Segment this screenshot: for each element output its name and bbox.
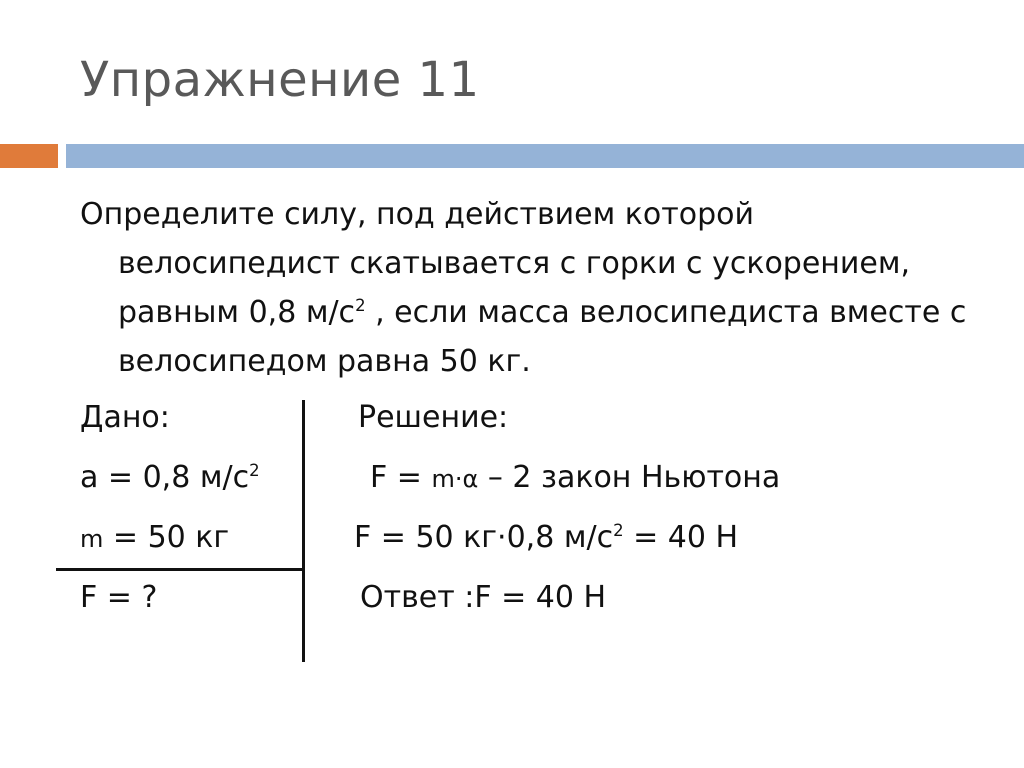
given-acceleration-text: a = 0,8 м/с bbox=[80, 460, 250, 495]
given-acceleration bbox=[80, 460, 260, 495]
divider-horizontal bbox=[56, 568, 304, 571]
given-mass bbox=[80, 520, 229, 555]
calculation bbox=[354, 520, 738, 555]
given-header: Дано: bbox=[80, 400, 170, 435]
problem-exponent: 2 bbox=[355, 296, 366, 315]
formula-rhs: – 2 закон Ньютона bbox=[478, 460, 781, 495]
accent-bar-orange bbox=[0, 144, 58, 168]
answer: Ответ :F = 40 Н bbox=[360, 580, 607, 615]
solution-header: Решение: bbox=[358, 400, 509, 435]
formula-lhs: F = bbox=[370, 460, 432, 495]
problem-first-line: Определите силу, под действием которой bbox=[80, 197, 754, 232]
find-force: F = ? bbox=[80, 580, 158, 615]
problem-statement bbox=[80, 190, 980, 386]
calc-after-exp: = 40 Н bbox=[623, 520, 739, 555]
mass-symbol: m bbox=[80, 525, 104, 553]
slide-title: Упражнение 11 bbox=[80, 52, 480, 108]
calc-before-exp: F = 50 кг·0,8 м/с bbox=[354, 520, 614, 555]
calc-exp: 2 bbox=[613, 521, 624, 540]
problem-rest bbox=[80, 239, 980, 386]
divider-vertical bbox=[302, 400, 305, 662]
given-acceleration-exp: 2 bbox=[249, 461, 260, 480]
given-mass-value: = 50 кг bbox=[103, 520, 230, 555]
accent-bar-blue bbox=[66, 144, 1024, 168]
problem-text-after-exp: , если масса велосипедиста вместе с велосипедом равна 50 кг. bbox=[118, 295, 967, 379]
formula-symbols: m·α bbox=[431, 465, 479, 493]
newton-law-formula bbox=[370, 460, 780, 495]
problem-text-before-exp: велосипедист скатывается с горки с ускорением, равным 0,8 м/с bbox=[118, 246, 911, 330]
